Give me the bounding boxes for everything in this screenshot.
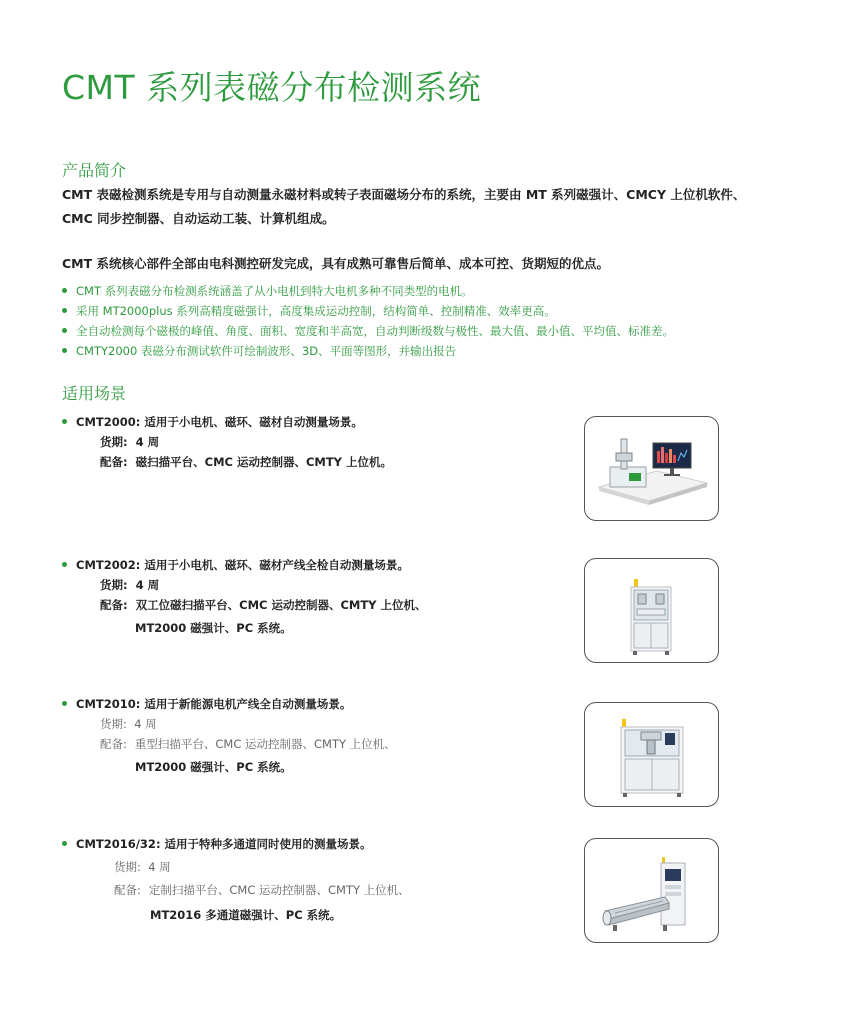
bullet-icon <box>62 562 67 567</box>
config-line <box>62 595 427 615</box>
scenario-title-text: CMT2016/32: 适用于特种多通道同时使用的测量场景。 <box>76 837 372 851</box>
bullet-icon <box>62 701 67 706</box>
feature-text: 采用 MT2000plus 系列高精度磁强计，高度集成运动控制，结构简单、控制精准、效率更高。 <box>76 304 556 318</box>
delivery-label: 货期: <box>100 578 128 592</box>
delivery-label: 货期: <box>100 717 127 731</box>
config-label: 配备: <box>100 737 127 751</box>
bullet-icon <box>62 841 67 846</box>
scenario-title-text: CMT2010: 适用于新能源电机产线全自动测量场景。 <box>76 697 352 711</box>
config-value: 磁扫描平台、CMC 运动控制器、CMTY 上位机。 <box>135 455 393 469</box>
product-image-cmt2000 <box>584 416 719 521</box>
intro-paragraph-1-line-1: CMT 表磁检测系统是专用与自动测量永磁材料或转子表面磁场分布的系统，主要由 MT 系列磁强计、CMCY 上位机软件、 <box>62 187 746 202</box>
delivery-label: 货期: <box>114 860 141 874</box>
intro-paragraph-1-line-2: CMC 同步控制器、自动运动工装、计算机组成。 <box>62 211 335 226</box>
config-line-2: MT2000 磁强计、PC 系统。 <box>135 621 292 635</box>
intro-heading: 产品简介 <box>62 161 127 180</box>
delivery-value: 4 周 <box>135 435 160 449</box>
feature-text: 全自动检测每个磁极的峰值、角度、面积、宽度和半高宽，自动判断级数与极性、最大值、最小值、平均值、标准差。 <box>76 324 674 338</box>
scenario-title <box>62 834 410 854</box>
scenario-cmt2016-32 <box>62 834 410 925</box>
bullet-icon <box>62 328 67 333</box>
config-value: 双工位磁扫描平台、CMC 运动控制器、CMTY 上位机、 <box>135 598 427 612</box>
delivery-value: 4 周 <box>134 717 157 731</box>
config-line-2: MT2016 多通道磁强计、PC 系统。 <box>150 908 342 922</box>
config-value: 重型扫描平台、CMC 运动控制器、CMTY 上位机、 <box>134 737 396 751</box>
config-value: 定制扫描平台、CMC 运动控制器、CMTY 上位机、 <box>148 883 410 897</box>
feature-item <box>62 321 674 341</box>
delivery-value: 4 周 <box>148 860 171 874</box>
feature-text: CMTY2000 表磁分布测试软件可绘制波形、3D、平面等图形，并输出报告 <box>76 344 457 358</box>
intro-paragraph-2: CMT 系统核心部件全部由电科测控研发完成，具有成熟可靠售后简单、成本可控、货期短的优点。 <box>62 256 609 271</box>
scenario-title <box>62 412 392 432</box>
config-line <box>62 734 396 754</box>
feature-item <box>62 281 674 301</box>
scenario-cmt2002 <box>62 555 427 638</box>
scenario-title <box>62 694 396 714</box>
config-label: 配备: <box>100 598 128 612</box>
config-line <box>62 880 410 900</box>
delivery-line <box>62 575 427 595</box>
intro-paragraph-1 <box>62 183 745 231</box>
feature-item <box>62 301 674 321</box>
page-title: CMT 系列表磁分布检测系统 <box>62 68 482 107</box>
delivery-line <box>62 857 410 877</box>
product-image-cmt2016 <box>584 838 719 943</box>
scenario-cmt2010 <box>62 694 396 777</box>
config-label: 配备: <box>100 455 128 469</box>
bullet-icon <box>62 419 67 424</box>
config-label: 配备: <box>114 883 141 897</box>
bullet-icon <box>62 288 67 293</box>
product-image-cmt2002 <box>584 558 719 663</box>
feature-text: CMT 系列表磁分布检测系统涵盖了从小电机到特大电机多种不同类型的电机。 <box>76 284 473 298</box>
delivery-line <box>62 714 396 734</box>
feature-list <box>62 281 674 361</box>
bullet-icon <box>62 348 67 353</box>
delivery-value: 4 周 <box>135 578 160 592</box>
scenario-title-text: CMT2002: 适用于小电机、磁环、磁材产线全检自动测量场景。 <box>76 558 409 572</box>
config-line <box>62 452 392 472</box>
scenario-title <box>62 555 427 575</box>
config-line-2: MT2000 磁强计、PC 系统。 <box>135 760 292 774</box>
scenario-cmt2000 <box>62 412 392 472</box>
feature-item <box>62 341 674 361</box>
delivery-line <box>62 432 392 452</box>
bullet-icon <box>62 308 67 313</box>
scenario-title-text: CMT2000: 适用于小电机、磁环、磁材自动测量场景。 <box>76 415 363 429</box>
product-image-cmt2010 <box>584 702 719 807</box>
scenarios-heading: 适用场景 <box>62 384 127 403</box>
delivery-label: 货期: <box>100 435 128 449</box>
